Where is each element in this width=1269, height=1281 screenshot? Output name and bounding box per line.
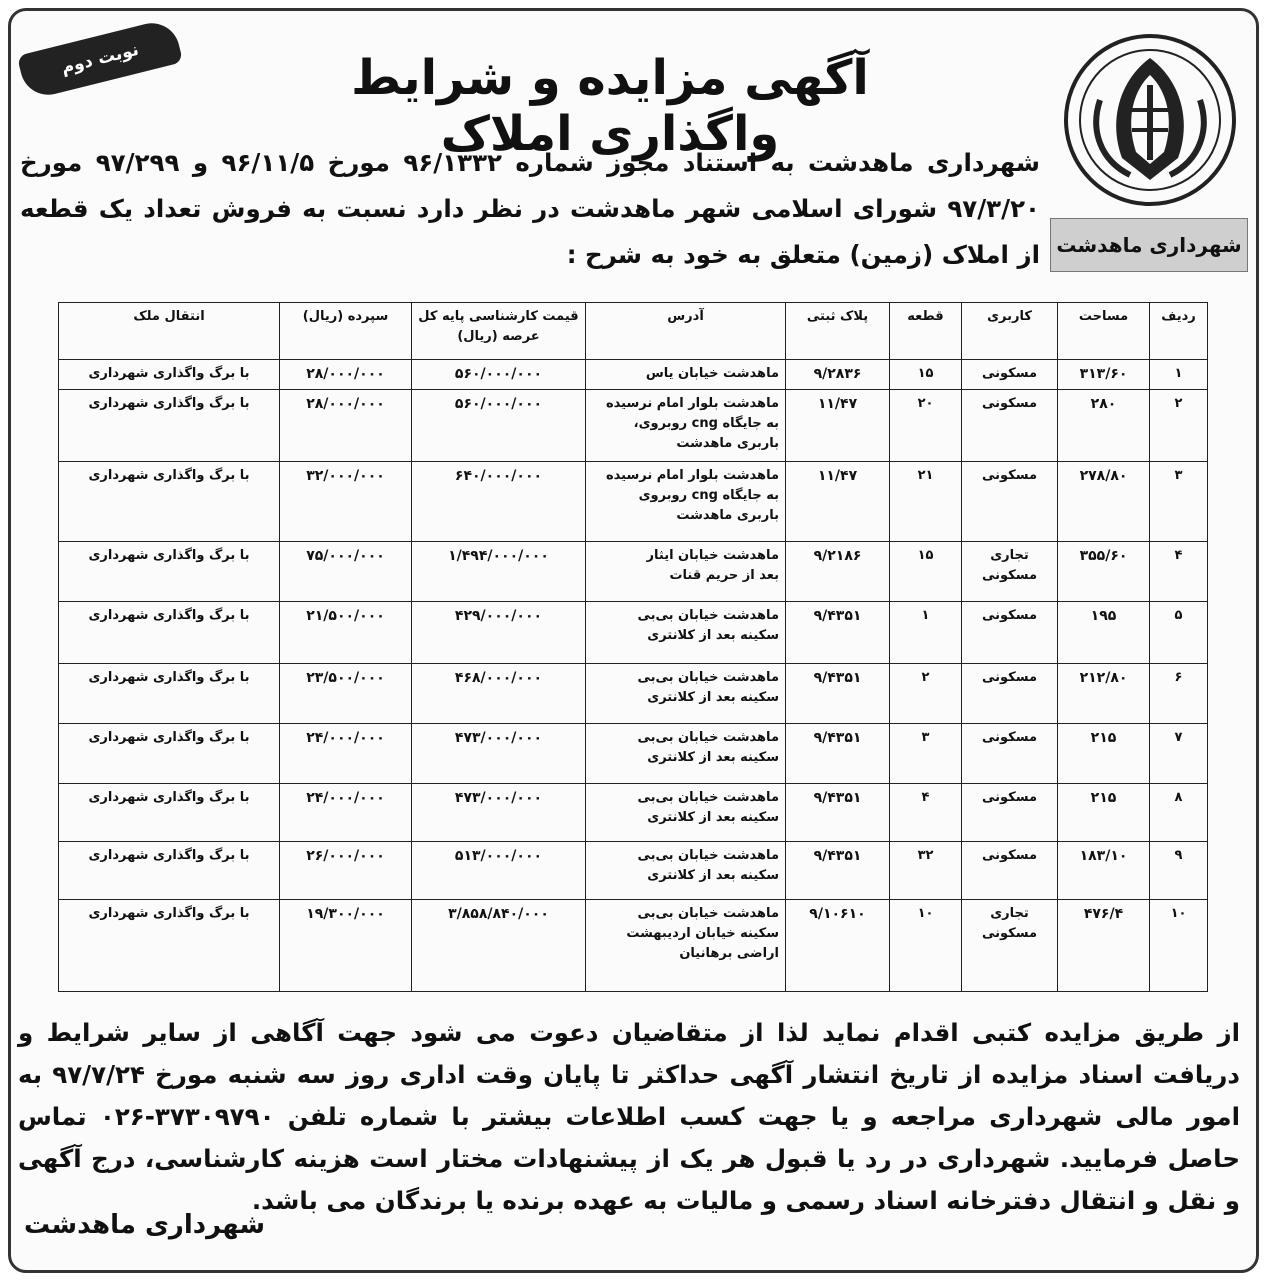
cell-transfer: با برگ واگذاری شهرداری	[59, 360, 280, 390]
header-lot: قطعه	[890, 303, 962, 360]
cell-price: ۱/۴۹۴/۰۰۰/۰۰۰	[412, 542, 586, 602]
cell-lot: ۲۱	[890, 462, 962, 542]
table-row	[59, 664, 1208, 724]
cell-transfer: با برگ واگذاری شهرداری	[59, 602, 280, 664]
cell-deposit: ۷۵/۰۰۰/۰۰۰	[280, 542, 412, 602]
cell-area: ۳۱۳/۶۰	[1058, 360, 1150, 390]
header-price: قیمت کارشناسی پایه کل عرصه (ریال)	[412, 303, 586, 360]
cell-plate: ۱۱/۴۷	[786, 390, 890, 462]
table-row	[59, 724, 1208, 784]
org-label: شهرداری ماهدشت	[1050, 218, 1248, 272]
header-deposit: سپرده (ریال)	[280, 303, 412, 360]
cell-area: ۲۸۰	[1058, 390, 1150, 462]
edition-badge: نوبت دوم	[17, 17, 183, 100]
cell-area: ۲۱۵	[1058, 724, 1150, 784]
cell-row: ۱۰	[1150, 900, 1208, 992]
cell-price: ۳/۸۵۸/۸۴۰/۰۰۰	[412, 900, 586, 992]
cell-address: ماهدشت خیابان یاس	[586, 360, 786, 390]
cell-price: ۴۶۸/۰۰۰/۰۰۰	[412, 664, 586, 724]
cell-row: ۱	[1150, 360, 1208, 390]
cell-address: ماهدشت بلوار امام نرسیده به جایگاه cng روبروی باربری ماهدشت	[586, 462, 786, 542]
table-row	[59, 900, 1208, 992]
cell-address: ماهدشت خیابان بی‌بی سکینه بعد از کلانتری	[586, 784, 786, 842]
cell-lot: ۱۵	[890, 542, 962, 602]
cell-use: مسکونی	[962, 390, 1058, 462]
table-row	[59, 462, 1208, 542]
cell-transfer: با برگ واگذاری شهرداری	[59, 900, 280, 992]
cell-area: ۲۷۸/۸۰	[1058, 462, 1150, 542]
cell-transfer: با برگ واگذاری شهرداری	[59, 724, 280, 784]
cell-deposit: ۲۸/۰۰۰/۰۰۰	[280, 360, 412, 390]
properties-table	[58, 302, 1208, 992]
cell-use: مسکونی	[962, 602, 1058, 664]
cell-transfer: با برگ واگذاری شهرداری	[59, 784, 280, 842]
cell-transfer: با برگ واگذاری شهرداری	[59, 390, 280, 462]
header-area: مساحت	[1058, 303, 1150, 360]
cell-deposit: ۲۸/۰۰۰/۰۰۰	[280, 390, 412, 462]
header-row-number: ردیف	[1150, 303, 1208, 360]
cell-plate: ۹/۴۳۵۱	[786, 784, 890, 842]
cell-lot: ۳۲	[890, 842, 962, 900]
cell-price: ۵۱۳/۰۰۰/۰۰۰	[412, 842, 586, 900]
cell-deposit: ۲۱/۵۰۰/۰۰۰	[280, 602, 412, 664]
cell-plate: ۹/۴۳۵۱	[786, 602, 890, 664]
cell-use: مسکونی	[962, 842, 1058, 900]
cell-address: ماهدشت خیابان بی‌بی سکینه بعد از کلانتری	[586, 724, 786, 784]
properties-table-container	[58, 302, 1208, 992]
cell-price: ۴۲۹/۰۰۰/۰۰۰	[412, 602, 586, 664]
cell-row: ۶	[1150, 664, 1208, 724]
cell-address: ماهدشت خیابان بی‌بی سکینه بعد از کلانتری	[586, 842, 786, 900]
cell-row: ۳	[1150, 462, 1208, 542]
table-row	[59, 542, 1208, 602]
cell-lot: ۲	[890, 664, 962, 724]
cell-address: ماهدشت بلوار امام نرسیده به جایگاه cng روبروی، باربری ماهدشت	[586, 390, 786, 462]
cell-price: ۴۷۳/۰۰۰/۰۰۰	[412, 784, 586, 842]
cell-use: مسکونی	[962, 724, 1058, 784]
cell-plate: ۹/۴۳۵۱	[786, 842, 890, 900]
cell-price: ۴۷۳/۰۰۰/۰۰۰	[412, 724, 586, 784]
cell-deposit: ۳۲/۰۰۰/۰۰۰	[280, 462, 412, 542]
closing-paragraph: از طریق مزایده کتبی اقدام نماید لذا از متقاضیان دعوت می شود جهت آگاهی از سایر شرایط و دریافت اسناد مزایده از تاریخ انتشار آگهی حداکثر تا پایان وقت اداری روز سه شنبه مورخ ۹۷/۷/۲۴ به امور مالی شهرداری مراجعه و یا جهت کسب اطلاعات بیشتر با شماره تلفن ۳۷۳۰۹۷۹۰-۰۲۶ تماس حاصل فرمایید. شهرداری در رد یا قبول هر یک از پیشنهادات مختار است هزینه کارشناسی، درج آگهی و نقل و انتقال دفترخانه اسناد رسمی و مالیات به عهده برنده یا برندگان می باشد.	[18, 1018, 1240, 1215]
cell-lot: ۱۵	[890, 360, 962, 390]
cell-deposit: ۲۴/۰۰۰/۰۰۰	[280, 724, 412, 784]
table-row	[59, 390, 1208, 462]
header-use: کاربری	[962, 303, 1058, 360]
municipality-emblem-icon	[1060, 30, 1240, 210]
table-row	[59, 602, 1208, 664]
cell-area: ۲۱۲/۸۰	[1058, 664, 1150, 724]
table-header-row	[59, 303, 1208, 360]
cell-row: ۸	[1150, 784, 1208, 842]
cell-use: تجاری مسکونی	[962, 542, 1058, 602]
cell-lot: ۱۰	[890, 900, 962, 992]
cell-address: ماهدشت خیابان بی‌بی سکینه خیابان اردیبهشت اراضی برهانیان	[586, 900, 786, 992]
cell-price: ۵۶۰/۰۰۰/۰۰۰	[412, 390, 586, 462]
cell-row: ۹	[1150, 842, 1208, 900]
cell-area: ۲۱۵	[1058, 784, 1150, 842]
cell-area: ۱۸۳/۱۰	[1058, 842, 1150, 900]
cell-address: ماهدشت خیابان بی‌بی سکینه بعد از کلانتری	[586, 664, 786, 724]
cell-plate: ۹/۴۳۵۱	[786, 664, 890, 724]
cell-use: مسکونی	[962, 664, 1058, 724]
cell-row: ۵	[1150, 602, 1208, 664]
cell-area: ۳۵۵/۶۰	[1058, 542, 1150, 602]
cell-lot: ۲۰	[890, 390, 962, 462]
signature: شهرداری ماهدشت	[24, 1210, 266, 1240]
cell-transfer: با برگ واگذاری شهرداری	[59, 462, 280, 542]
intro-paragraph: شهرداری ماهدشت به استناد مجوز شماره ۹۶/۱۳۳۲ مورخ ۹۶/۱۱/۵ و ۹۷/۲۹۹ مورخ ۹۷/۳/۲۰ شورای اسلامی شهر ماهدشت در نظر دارد نسبت به فروش تعداد یک قطعه از املاک (زمین) متعلق به خود به شرح :	[20, 148, 1040, 269]
cell-use: مسکونی	[962, 462, 1058, 542]
table-row	[59, 360, 1208, 390]
cell-plate: ۹/۲۸۳۶	[786, 360, 890, 390]
cell-deposit: ۲۶/۰۰۰/۰۰۰	[280, 842, 412, 900]
cell-lot: ۱	[890, 602, 962, 664]
header-transfer: انتقال ملک	[59, 303, 280, 360]
cell-plate: ۹/۱۰۶۱۰	[786, 900, 890, 992]
cell-plate: ۹/۴۳۵۱	[786, 724, 890, 784]
cell-row: ۴	[1150, 542, 1208, 602]
cell-use: مسکونی	[962, 784, 1058, 842]
cell-row: ۲	[1150, 390, 1208, 462]
cell-transfer: با برگ واگذاری شهرداری	[59, 842, 280, 900]
cell-area: ۴۷۶/۴	[1058, 900, 1150, 992]
cell-lot: ۳	[890, 724, 962, 784]
cell-use: مسکونی	[962, 360, 1058, 390]
cell-transfer: با برگ واگذاری شهرداری	[59, 542, 280, 602]
notice-title: آگهی مزایده و شرایط واگذاری املاک	[351, 50, 869, 162]
table-row	[59, 784, 1208, 842]
cell-transfer: با برگ واگذاری شهرداری	[59, 664, 280, 724]
cell-deposit: ۲۳/۵۰۰/۰۰۰	[280, 664, 412, 724]
cell-plate: ۱۱/۴۷	[786, 462, 890, 542]
cell-price: ۶۴۰/۰۰۰/۰۰۰	[412, 462, 586, 542]
cell-area: ۱۹۵	[1058, 602, 1150, 664]
cell-use: تجاری مسکونی	[962, 900, 1058, 992]
cell-price: ۵۶۰/۰۰۰/۰۰۰	[412, 360, 586, 390]
table-row	[59, 842, 1208, 900]
cell-lot: ۴	[890, 784, 962, 842]
cell-deposit: ۱۹/۳۰۰/۰۰۰	[280, 900, 412, 992]
cell-deposit: ۲۴/۰۰۰/۰۰۰	[280, 784, 412, 842]
cell-address: ماهدشت خیابان بی‌بی سکینه بعد از کلانتری	[586, 602, 786, 664]
cell-address: ماهدشت خیابان ایثار بعد از حریم قنات	[586, 542, 786, 602]
header-address: آدرس	[586, 303, 786, 360]
cell-plate: ۹/۲۱۸۶	[786, 542, 890, 602]
cell-row: ۷	[1150, 724, 1208, 784]
header-plate: پلاک ثبتی	[786, 303, 890, 360]
